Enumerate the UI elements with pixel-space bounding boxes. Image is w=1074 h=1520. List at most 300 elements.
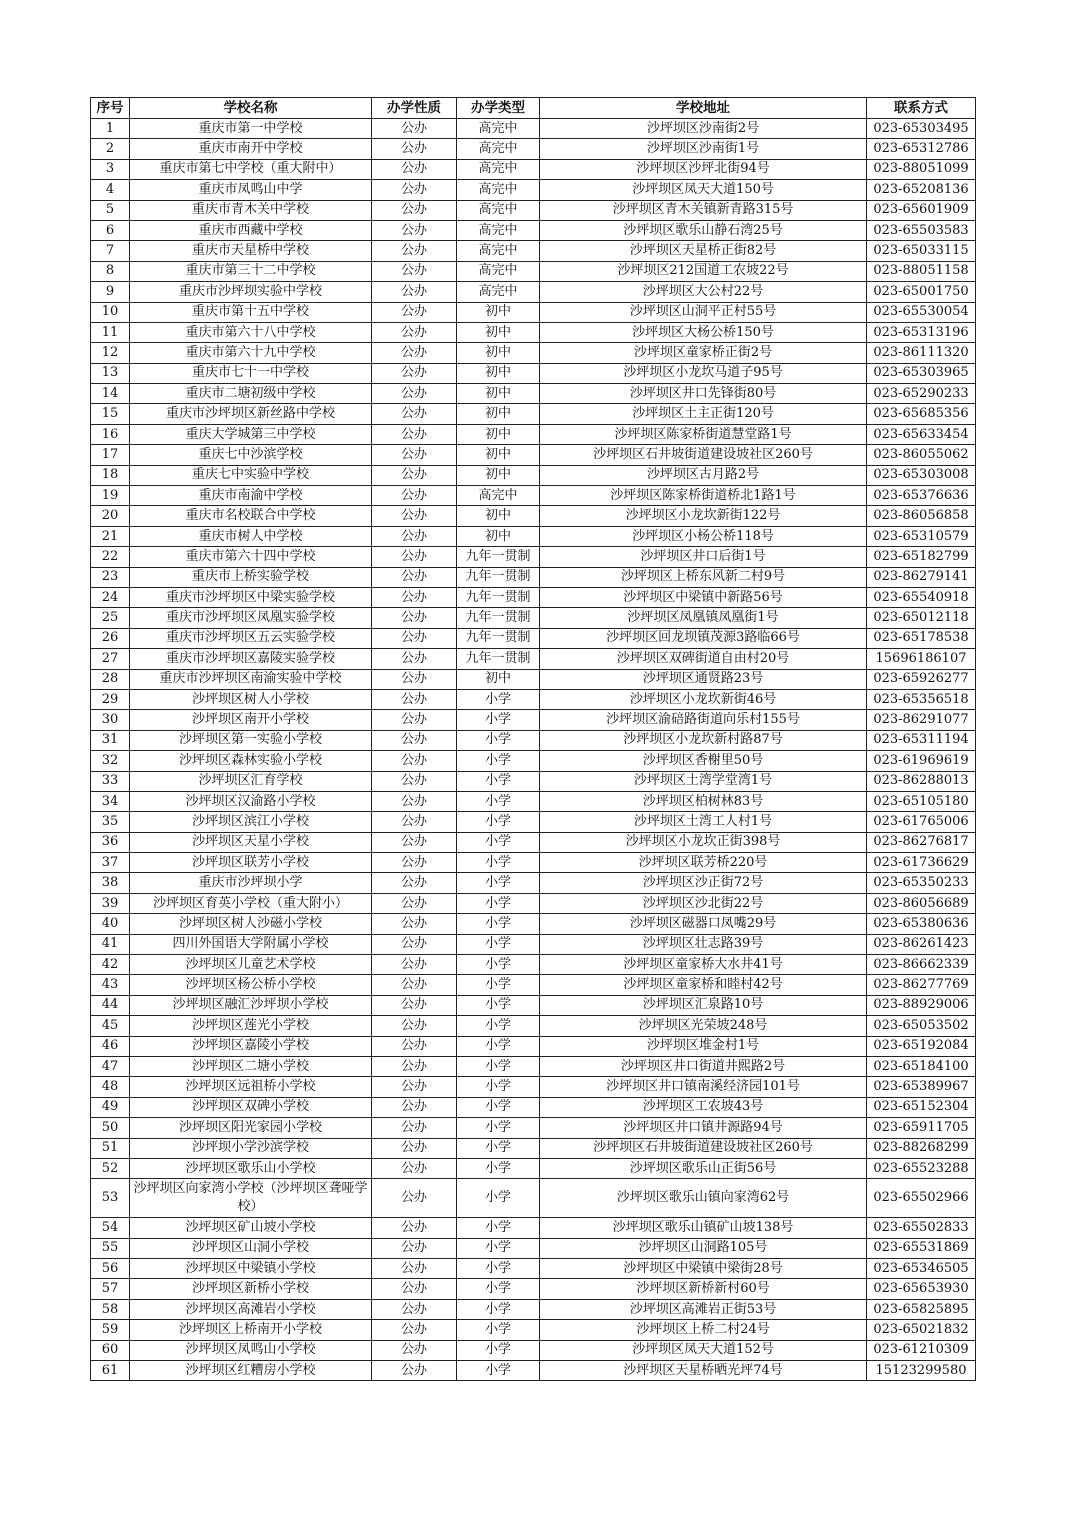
cell-contact: 023-86276817 — [867, 832, 976, 852]
cell-address: 沙坪坝区小杨公桥118号 — [540, 526, 867, 546]
cell-school-name: 沙坪坝区中梁镇小学校 — [130, 1259, 372, 1279]
cell-school-name: 重庆市第六十八中学校 — [130, 322, 372, 342]
cell-school-name: 重庆市南渝中学校 — [130, 486, 372, 506]
cell-ownership: 公办 — [372, 975, 457, 995]
cell-address: 沙坪坝区山洞平正村55号 — [540, 302, 867, 322]
cell-ownership: 公办 — [372, 1361, 457, 1381]
cell-address: 沙坪坝区香榭里50号 — [540, 751, 867, 771]
table-row — [91, 649, 976, 669]
cell-school-type: 小学 — [457, 1259, 540, 1279]
cell-ownership: 公办 — [372, 261, 457, 281]
cell-school-type: 小学 — [457, 1036, 540, 1056]
cell-address: 沙坪坝区歌乐山镇向家湾62号 — [540, 1179, 867, 1218]
cell-address: 沙坪坝区小龙坎新街46号 — [540, 689, 867, 709]
cell-contact: 023-65389967 — [867, 1077, 976, 1097]
cell-contact: 023-86056858 — [867, 506, 976, 526]
cell-school-type: 高完中 — [457, 139, 540, 159]
cell-contact: 023-65208136 — [867, 180, 976, 200]
cell-address: 沙坪坝区沙南街2号 — [540, 119, 867, 139]
cell-school-name: 重庆市沙坪坝区嘉陵实验学校 — [130, 649, 372, 669]
cell-contact: 023-65033115 — [867, 241, 976, 261]
table-row — [91, 1016, 976, 1036]
cell-contact: 023-65311194 — [867, 730, 976, 750]
table-row — [91, 139, 976, 159]
cell-index: 21 — [91, 526, 130, 546]
cell-contact: 023-65825895 — [867, 1299, 976, 1319]
cell-school-type: 九年一贯制 — [457, 567, 540, 587]
cell-school-type: 高完中 — [457, 241, 540, 261]
cell-ownership: 公办 — [372, 853, 457, 873]
cell-index: 26 — [91, 628, 130, 648]
table-row — [91, 1077, 976, 1097]
cell-school-type: 小学 — [457, 771, 540, 791]
cell-school-name: 沙坪坝区双碑小学校 — [130, 1097, 372, 1117]
table-row — [91, 384, 976, 404]
table-row — [91, 302, 976, 322]
table-row — [91, 832, 976, 852]
cell-ownership: 公办 — [372, 995, 457, 1015]
cell-contact: 023-86261423 — [867, 934, 976, 954]
cell-contact: 023-86291077 — [867, 710, 976, 730]
cell-address: 沙坪坝区沙北街22号 — [540, 893, 867, 913]
cell-address: 沙坪坝区天星桥正街82号 — [540, 241, 867, 261]
cell-address: 沙坪坝区小龙坎新街122号 — [540, 506, 867, 526]
table-row — [91, 853, 976, 873]
cell-index: 23 — [91, 567, 130, 587]
cell-contact: 023-65290233 — [867, 384, 976, 404]
cell-ownership: 公办 — [372, 486, 457, 506]
cell-school-type: 初中 — [457, 384, 540, 404]
cell-ownership: 公办 — [372, 220, 457, 240]
cell-address: 沙坪坝区童家桥正街2号 — [540, 343, 867, 363]
cell-index: 12 — [91, 343, 130, 363]
cell-school-name: 重庆七中沙滨学校 — [130, 445, 372, 465]
cell-school-type: 九年一贯制 — [457, 608, 540, 628]
cell-contact: 023-88929006 — [867, 995, 976, 1015]
cell-contact: 023-65012118 — [867, 608, 976, 628]
cell-address: 沙坪坝区通贤路23号 — [540, 669, 867, 689]
cell-ownership: 公办 — [372, 771, 457, 791]
cell-index: 38 — [91, 873, 130, 893]
cell-school-type: 高完中 — [457, 220, 540, 240]
cell-address: 沙坪坝区柏树林83号 — [540, 791, 867, 811]
cell-school-name: 沙坪坝区树人小学校 — [130, 689, 372, 709]
cell-school-type: 初中 — [457, 363, 540, 383]
table-row — [91, 1158, 976, 1178]
cell-index: 15 — [91, 404, 130, 424]
cell-index: 5 — [91, 200, 130, 220]
cell-ownership: 公办 — [372, 1158, 457, 1178]
cell-address: 沙坪坝区新桥新村60号 — [540, 1279, 867, 1299]
cell-ownership: 公办 — [372, 1340, 457, 1360]
cell-school-name: 沙坪坝区二塘小学校 — [130, 1056, 372, 1076]
cell-ownership: 公办 — [372, 710, 457, 730]
cell-school-type: 小学 — [457, 1361, 540, 1381]
cell-school-type: 初中 — [457, 506, 540, 526]
cell-address: 沙坪坝区212国道工农坡22号 — [540, 261, 867, 281]
cell-ownership: 公办 — [372, 1016, 457, 1036]
cell-index: 16 — [91, 424, 130, 444]
cell-ownership: 公办 — [372, 1218, 457, 1238]
cell-ownership: 公办 — [372, 832, 457, 852]
cell-contact: 023-86662339 — [867, 955, 976, 975]
cell-contact: 023-65178538 — [867, 628, 976, 648]
cell-address: 沙坪坝区古月路2号 — [540, 465, 867, 485]
cell-index: 34 — [91, 791, 130, 811]
cell-index: 51 — [91, 1138, 130, 1158]
cell-school-name: 重庆市第七中学校（重大附中） — [130, 159, 372, 179]
cell-contact: 023-65356518 — [867, 689, 976, 709]
cell-school-type: 九年一贯制 — [457, 628, 540, 648]
cell-index: 3 — [91, 159, 130, 179]
cell-address: 沙坪坝区汇泉路10号 — [540, 995, 867, 1015]
cell-index: 39 — [91, 893, 130, 913]
cell-school-name: 沙坪坝区儿童艺术学校 — [130, 955, 372, 975]
table-row — [91, 975, 976, 995]
cell-index: 9 — [91, 282, 130, 302]
cell-index: 53 — [91, 1179, 130, 1218]
cell-contact: 023-65021832 — [867, 1320, 976, 1340]
cell-ownership: 公办 — [372, 955, 457, 975]
cell-address: 沙坪坝区中梁镇中新路56号 — [540, 587, 867, 607]
col-header-contact: 联系方式 — [867, 98, 976, 119]
cell-index: 2 — [91, 139, 130, 159]
cell-contact: 023-65633454 — [867, 424, 976, 444]
cell-address: 沙坪坝区小龙坎正街398号 — [540, 832, 867, 852]
cell-school-type: 小学 — [457, 1279, 540, 1299]
cell-index: 25 — [91, 608, 130, 628]
cell-index: 41 — [91, 934, 130, 954]
cell-school-name: 重庆市凤鸣山中学 — [130, 180, 372, 200]
cell-contact: 023-65303495 — [867, 119, 976, 139]
cell-school-name: 沙坪坝区南开小学校 — [130, 710, 372, 730]
cell-index: 48 — [91, 1077, 130, 1097]
cell-contact: 023-65192084 — [867, 1036, 976, 1056]
cell-school-name: 重庆七中实验中学校 — [130, 465, 372, 485]
cell-index: 45 — [91, 1016, 130, 1036]
table-row — [91, 159, 976, 179]
cell-ownership: 公办 — [372, 934, 457, 954]
cell-index: 13 — [91, 363, 130, 383]
table-row — [91, 1179, 976, 1218]
cell-contact: 023-65380636 — [867, 914, 976, 934]
cell-school-name: 重庆市七十一中学校 — [130, 363, 372, 383]
cell-address: 沙坪坝区歌乐山静石湾25号 — [540, 220, 867, 240]
cell-school-type: 小学 — [457, 1118, 540, 1138]
cell-contact: 023-61736629 — [867, 853, 976, 873]
cell-address: 沙坪坝区壮志路39号 — [540, 934, 867, 954]
cell-ownership: 公办 — [372, 914, 457, 934]
cell-ownership: 公办 — [372, 608, 457, 628]
cell-school-name: 沙坪坝区育英小学校（重大附小） — [130, 893, 372, 913]
cell-school-name: 重庆市第三十二中学校 — [130, 261, 372, 281]
cell-address: 沙坪坝区联芳桥220号 — [540, 853, 867, 873]
school-list-table — [90, 97, 976, 1381]
cell-ownership: 公办 — [372, 730, 457, 750]
cell-school-name: 沙坪坝区新桥小学校 — [130, 1279, 372, 1299]
cell-ownership: 公办 — [372, 180, 457, 200]
table-row — [91, 669, 976, 689]
cell-index: 20 — [91, 506, 130, 526]
cell-contact: 023-65685356 — [867, 404, 976, 424]
table-row — [91, 506, 976, 526]
table-row — [91, 180, 976, 200]
cell-school-name: 沙坪坝区歌乐山小学校 — [130, 1158, 372, 1178]
cell-index: 59 — [91, 1320, 130, 1340]
table-row — [91, 587, 976, 607]
cell-school-type: 初中 — [457, 343, 540, 363]
cell-school-name: 重庆大学城第三中学校 — [130, 424, 372, 444]
cell-school-name: 沙坪坝区森林实验小学校 — [130, 751, 372, 771]
cell-school-type: 小学 — [457, 975, 540, 995]
cell-school-type: 小学 — [457, 1238, 540, 1258]
cell-address: 沙坪坝区歌乐山镇矿山坡138号 — [540, 1218, 867, 1238]
cell-contact: 15123299580 — [867, 1361, 976, 1381]
cell-school-name: 重庆市第一中学校 — [130, 119, 372, 139]
table-row — [91, 486, 976, 506]
col-header-ownership: 办学性质 — [372, 98, 457, 119]
cell-index: 54 — [91, 1218, 130, 1238]
cell-address: 沙坪坝区沙南街1号 — [540, 139, 867, 159]
table-row — [91, 220, 976, 240]
cell-school-name: 沙坪坝区融汇沙坪坝小学校 — [130, 995, 372, 1015]
cell-contact: 023-65303008 — [867, 465, 976, 485]
cell-contact: 023-86277769 — [867, 975, 976, 995]
cell-school-name: 沙坪坝区第一实验小学校 — [130, 730, 372, 750]
cell-ownership: 公办 — [372, 159, 457, 179]
cell-address: 沙坪坝区陈家桥街道桥北1路1号 — [540, 486, 867, 506]
cell-school-name: 重庆市南开中学校 — [130, 139, 372, 159]
cell-school-name: 沙坪坝区矿山坡小学校 — [130, 1218, 372, 1238]
cell-contact: 023-65001750 — [867, 282, 976, 302]
cell-school-type: 小学 — [457, 853, 540, 873]
table-row — [91, 241, 976, 261]
cell-contact: 023-65184100 — [867, 1056, 976, 1076]
table-row — [91, 567, 976, 587]
table-row — [91, 526, 976, 546]
col-header-address: 学校地址 — [540, 98, 867, 119]
table-row — [91, 282, 976, 302]
table-row — [91, 1279, 976, 1299]
cell-school-name: 重庆市西藏中学校 — [130, 220, 372, 240]
table-row — [91, 1097, 976, 1117]
cell-school-type: 小学 — [457, 1138, 540, 1158]
cell-ownership: 公办 — [372, 404, 457, 424]
cell-school-name: 重庆市沙坪坝区凤凰实验学校 — [130, 608, 372, 628]
cell-index: 57 — [91, 1279, 130, 1299]
cell-school-name: 重庆市沙坪坝区新丝路中学校 — [130, 404, 372, 424]
cell-school-name: 重庆市沙坪坝区南渝实验中学校 — [130, 669, 372, 689]
table-row — [91, 1320, 976, 1340]
table-row — [91, 893, 976, 913]
table-row — [91, 995, 976, 1015]
cell-school-type: 小学 — [457, 710, 540, 730]
cell-school-name: 重庆市第六十九中学校 — [130, 343, 372, 363]
table-row — [91, 955, 976, 975]
cell-ownership: 公办 — [372, 506, 457, 526]
cell-index: 33 — [91, 771, 130, 791]
cell-contact: 023-65310579 — [867, 526, 976, 546]
cell-ownership: 公办 — [372, 465, 457, 485]
cell-address: 沙坪坝区沙坪北街94号 — [540, 159, 867, 179]
cell-ownership: 公办 — [372, 587, 457, 607]
cell-address: 沙坪坝区上桥东风新二村9号 — [540, 567, 867, 587]
cell-address: 沙坪坝区大公村22号 — [540, 282, 867, 302]
cell-school-type: 初中 — [457, 445, 540, 465]
cell-school-type: 小学 — [457, 873, 540, 893]
table-row — [91, 689, 976, 709]
cell-ownership: 公办 — [372, 1097, 457, 1117]
cell-address: 沙坪坝区井口镇井源路94号 — [540, 1118, 867, 1138]
cell-school-type: 小学 — [457, 914, 540, 934]
cell-school-name: 沙坪坝小学沙滨学校 — [130, 1138, 372, 1158]
cell-contact: 023-61969619 — [867, 751, 976, 771]
cell-address: 沙坪坝区童家桥大水井41号 — [540, 955, 867, 975]
cell-contact: 023-65105180 — [867, 791, 976, 811]
cell-school-type: 高完中 — [457, 261, 540, 281]
cell-school-type: 初中 — [457, 526, 540, 546]
cell-school-name: 重庆市第六十四中学校 — [130, 547, 372, 567]
cell-school-name: 沙坪坝区汇育学校 — [130, 771, 372, 791]
cell-ownership: 公办 — [372, 445, 457, 465]
cell-contact: 023-65523288 — [867, 1158, 976, 1178]
cell-contact: 023-65303965 — [867, 363, 976, 383]
cell-school-type: 小学 — [457, 1299, 540, 1319]
cell-school-name: 重庆市沙坪坝区中梁实验学校 — [130, 587, 372, 607]
table-row — [91, 791, 976, 811]
cell-school-type: 高完中 — [457, 200, 540, 220]
cell-address: 沙坪坝区井口街道井熙路2号 — [540, 1056, 867, 1076]
table-row — [91, 1056, 976, 1076]
cell-school-type: 小学 — [457, 812, 540, 832]
cell-ownership: 公办 — [372, 200, 457, 220]
cell-ownership: 公办 — [372, 1299, 457, 1319]
cell-contact: 023-88268299 — [867, 1138, 976, 1158]
cell-school-type: 初中 — [457, 322, 540, 342]
cell-address: 沙坪坝区上桥二村24号 — [540, 1320, 867, 1340]
cell-index: 11 — [91, 322, 130, 342]
cell-ownership: 公办 — [372, 791, 457, 811]
cell-school-type: 小学 — [457, 751, 540, 771]
cell-contact: 023-65053502 — [867, 1016, 976, 1036]
cell-contact: 023-86056689 — [867, 893, 976, 913]
cell-contact: 023-65502833 — [867, 1218, 976, 1238]
cell-school-type: 九年一贯制 — [457, 587, 540, 607]
cell-index: 10 — [91, 302, 130, 322]
cell-index: 27 — [91, 649, 130, 669]
cell-school-name: 沙坪坝区高滩岩小学校 — [130, 1299, 372, 1319]
cell-ownership: 公办 — [372, 424, 457, 444]
cell-ownership: 公办 — [372, 1118, 457, 1138]
cell-address: 沙坪坝区高滩岩正街53号 — [540, 1299, 867, 1319]
cell-school-type: 小学 — [457, 955, 540, 975]
cell-contact: 023-86279141 — [867, 567, 976, 587]
col-header-school-type: 办学类型 — [457, 98, 540, 119]
table-row — [91, 608, 976, 628]
cell-ownership: 公办 — [372, 1279, 457, 1299]
cell-school-name: 沙坪坝区杨公桥小学校 — [130, 975, 372, 995]
cell-contact: 023-61765006 — [867, 812, 976, 832]
table-row — [91, 628, 976, 648]
table-row — [91, 1259, 976, 1279]
cell-contact: 023-88051158 — [867, 261, 976, 281]
table-row — [91, 465, 976, 485]
table-row — [91, 934, 976, 954]
cell-index: 49 — [91, 1097, 130, 1117]
cell-school-name: 四川外国语大学附属小学校 — [130, 934, 372, 954]
table-row — [91, 424, 976, 444]
cell-school-type: 九年一贯制 — [457, 547, 540, 567]
cell-index: 42 — [91, 955, 130, 975]
cell-ownership: 公办 — [372, 343, 457, 363]
cell-ownership: 公办 — [372, 751, 457, 771]
cell-index: 7 — [91, 241, 130, 261]
cell-ownership: 公办 — [372, 649, 457, 669]
cell-contact: 023-65312786 — [867, 139, 976, 159]
cell-ownership: 公办 — [372, 241, 457, 261]
table-row — [91, 873, 976, 893]
cell-school-name: 沙坪坝区凤鸣山小学校 — [130, 1340, 372, 1360]
cell-contact: 023-65182799 — [867, 547, 976, 567]
cell-contact: 023-65346505 — [867, 1259, 976, 1279]
cell-school-name: 沙坪坝区嘉陵小学校 — [130, 1036, 372, 1056]
cell-school-name: 沙坪坝区山洞小学校 — [130, 1238, 372, 1258]
cell-school-type: 初中 — [457, 302, 540, 322]
cell-school-type: 小学 — [457, 1320, 540, 1340]
cell-index: 40 — [91, 914, 130, 934]
cell-contact: 023-65152304 — [867, 1097, 976, 1117]
cell-school-name: 重庆市名校联合中学校 — [130, 506, 372, 526]
cell-address: 沙坪坝区凤天大道150号 — [540, 180, 867, 200]
table-row — [91, 343, 976, 363]
cell-ownership: 公办 — [372, 526, 457, 546]
table-row — [91, 404, 976, 424]
cell-address: 沙坪坝区青木关镇新青路315号 — [540, 200, 867, 220]
cell-contact: 023-65911705 — [867, 1118, 976, 1138]
cell-ownership: 公办 — [372, 812, 457, 832]
table-row — [91, 1118, 976, 1138]
cell-ownership: 公办 — [372, 567, 457, 587]
cell-index: 43 — [91, 975, 130, 995]
header-row — [91, 98, 976, 119]
cell-school-type: 小学 — [457, 1340, 540, 1360]
cell-ownership: 公办 — [372, 363, 457, 383]
cell-address: 沙坪坝区小龙坎新村路87号 — [540, 730, 867, 750]
cell-school-name: 沙坪坝区联芳小学校 — [130, 853, 372, 873]
cell-address: 沙坪坝区大杨公桥150号 — [540, 322, 867, 342]
cell-school-type: 九年一贯制 — [457, 649, 540, 669]
cell-school-name: 重庆市第十五中学校 — [130, 302, 372, 322]
cell-address: 沙坪坝区童家桥和睦村42号 — [540, 975, 867, 995]
cell-ownership: 公办 — [372, 547, 457, 567]
cell-school-type: 小学 — [457, 791, 540, 811]
cell-index: 17 — [91, 445, 130, 465]
table-row — [91, 1361, 976, 1381]
cell-school-name: 沙坪坝区远祖桥小学校 — [130, 1077, 372, 1097]
cell-index: 1 — [91, 119, 130, 139]
cell-school-name: 重庆市天星桥中学校 — [130, 241, 372, 261]
cell-address: 沙坪坝区回龙坝镇茂源3路临66号 — [540, 628, 867, 648]
cell-address: 沙坪坝区中梁镇中梁街28号 — [540, 1259, 867, 1279]
cell-school-type: 小学 — [457, 730, 540, 750]
table-row — [91, 730, 976, 750]
cell-contact: 023-65313196 — [867, 322, 976, 342]
cell-ownership: 公办 — [372, 139, 457, 159]
cell-ownership: 公办 — [372, 1036, 457, 1056]
cell-school-name: 沙坪坝区上桥南开小学校 — [130, 1320, 372, 1340]
cell-school-name: 沙坪坝区树人沙磁小学校 — [130, 914, 372, 934]
cell-index: 18 — [91, 465, 130, 485]
